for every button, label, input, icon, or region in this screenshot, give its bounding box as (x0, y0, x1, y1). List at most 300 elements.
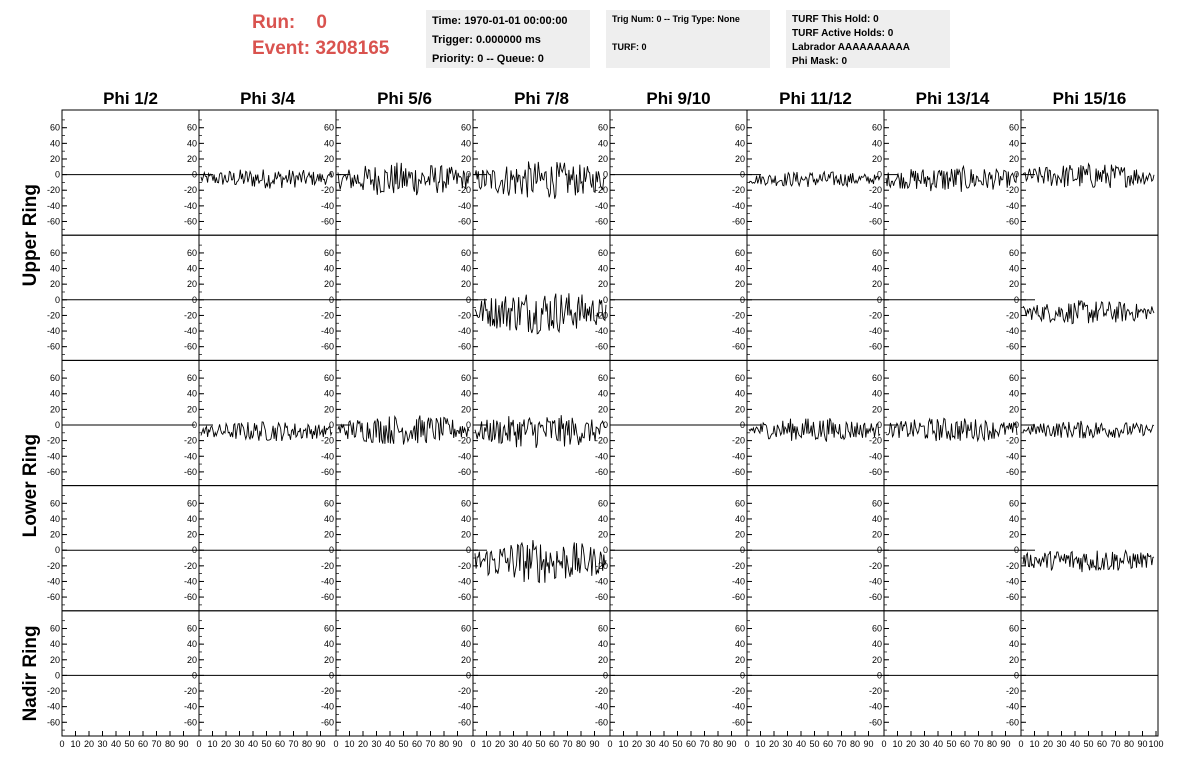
x-tick-label: 90 (1000, 739, 1011, 749)
y-tick-label: -60 (183, 717, 197, 728)
y-tick-label: -40 (731, 576, 745, 587)
y-tick-label: 60 (323, 373, 334, 384)
y-tick-label: 60 (49, 122, 60, 133)
y-tick-label: 20 (1008, 404, 1019, 415)
y-tick-label: 0 (1013, 169, 1019, 180)
x-tick-label: 100 (1148, 739, 1164, 749)
y-tick-label: -20 (183, 686, 197, 697)
y-tick-label: 0 (876, 670, 882, 681)
waveform-trace (1023, 300, 1154, 323)
phi-column-label: Phi 7/8 (514, 89, 569, 108)
x-tick-label: 30 (782, 739, 793, 749)
y-tick-label: -20 (183, 435, 197, 446)
y-tick-label: 0 (465, 545, 471, 556)
y-tick-label: 60 (734, 373, 745, 384)
y-tick-label: -40 (320, 326, 334, 337)
y-tick-label: -60 (46, 592, 60, 603)
y-tick-label: -20 (868, 310, 882, 321)
y-tick-label: 60 (460, 623, 471, 634)
y-tick-label: 0 (465, 294, 471, 305)
y-tick-label: 20 (597, 654, 608, 665)
turf-info-box (786, 10, 950, 68)
y-tick-label: 20 (323, 529, 334, 540)
y-tick-label: 20 (323, 404, 334, 415)
waveform-panel[interactable] (884, 611, 1021, 736)
y-tick-label: -60 (731, 466, 745, 477)
y-tick-label: -20 (1005, 310, 1019, 321)
y-tick-label: 60 (597, 373, 608, 384)
y-tick-label: 20 (871, 654, 882, 665)
x-tick-label: 30 (508, 739, 519, 749)
x-tick-label: 50 (261, 739, 272, 749)
waveform-panel[interactable] (610, 486, 747, 611)
y-tick-label: 20 (49, 153, 60, 164)
labrador-text: Labrador AAAAAAAAAA (792, 42, 910, 53)
y-tick-label: 40 (597, 263, 608, 274)
x-tick-label: 60 (274, 739, 286, 749)
y-tick-label: 40 (597, 138, 608, 149)
waveform-panel[interactable] (62, 360, 199, 485)
y-tick-label: 20 (49, 654, 60, 665)
x-tick-label: 50 (672, 739, 683, 749)
y-tick-label: -40 (46, 576, 60, 587)
x-tick-label: 30 (645, 739, 656, 749)
x-tick-label: 20 (220, 739, 232, 749)
x-tick-label: 40 (247, 739, 259, 749)
y-tick-label: -40 (183, 576, 197, 587)
x-tick-label: 60 (959, 739, 971, 749)
x-tick-label: 0 (881, 739, 887, 749)
waveform-panel[interactable] (747, 611, 884, 736)
y-tick-label: 40 (1008, 639, 1019, 650)
y-tick-label: -20 (183, 185, 197, 196)
run-event-box (252, 10, 420, 66)
y-tick-label: -20 (594, 435, 608, 446)
waveform-panel[interactable] (199, 110, 336, 235)
y-tick-label: 40 (186, 263, 197, 274)
y-tick-label: -40 (46, 451, 60, 462)
x-tick-label: 80 (712, 739, 724, 749)
y-tick-label: -40 (1005, 200, 1019, 211)
y-tick-label: 0 (739, 670, 745, 681)
x-tick-label: 40 (521, 739, 533, 749)
y-tick-label: -20 (457, 435, 471, 446)
y-tick-label: -60 (868, 592, 882, 603)
y-tick-label: -60 (731, 592, 745, 603)
y-tick-label: 20 (871, 153, 882, 164)
x-tick-label: 10 (70, 739, 81, 749)
x-tick-label: 80 (575, 739, 587, 749)
x-tick-label: 10 (755, 739, 766, 749)
waveform-panel[interactable] (62, 110, 199, 235)
waveform-trace (475, 162, 606, 199)
y-tick-label: -20 (320, 185, 334, 196)
y-tick-label: -40 (1005, 576, 1019, 587)
y-tick-label: -20 (731, 310, 745, 321)
y-tick-label: -60 (320, 592, 334, 603)
turf-this-hold-text: TURF This Hold: 0 (792, 14, 879, 25)
y-tick-label: -60 (868, 717, 882, 728)
waveform-panel[interactable] (1021, 611, 1158, 736)
y-tick-label: 20 (460, 654, 471, 665)
y-tick-label: -20 (457, 310, 471, 321)
y-tick-label: 20 (49, 279, 60, 290)
x-tick-label: 20 (83, 739, 95, 749)
x-tick-label: 90 (1137, 739, 1148, 749)
waveform-panel[interactable] (473, 235, 610, 360)
x-tick-label: 40 (658, 739, 670, 749)
y-tick-label: -20 (1005, 686, 1019, 697)
y-tick-label: -20 (731, 686, 745, 697)
y-tick-label: 20 (49, 404, 60, 415)
y-tick-label: 40 (460, 639, 471, 650)
y-tick-label: -60 (183, 216, 197, 227)
y-tick-label: 40 (734, 138, 745, 149)
y-tick-label: -20 (457, 686, 471, 697)
x-tick-label: 80 (301, 739, 313, 749)
y-tick-label: -40 (868, 451, 882, 462)
x-tick-label: 50 (398, 739, 409, 749)
y-tick-label: -40 (320, 701, 334, 712)
y-tick-label: 40 (186, 138, 197, 149)
y-tick-label: -20 (594, 686, 608, 697)
y-tick-label: 60 (49, 247, 60, 258)
x-tick-label: 30 (234, 739, 245, 749)
phi-column-label: Phi 13/14 (915, 89, 990, 108)
y-tick-label: -20 (868, 435, 882, 446)
trigger-text: Trigger: 0.000000 ms (432, 34, 541, 46)
x-tick-label: 60 (685, 739, 697, 749)
x-tick-label: 40 (384, 739, 396, 749)
y-tick-label: -40 (594, 451, 608, 462)
y-tick-label: -40 (594, 200, 608, 211)
y-tick-label: 20 (597, 529, 608, 540)
y-tick-label: -60 (868, 216, 882, 227)
y-tick-label: -60 (46, 717, 60, 728)
waveform-panel[interactable] (1021, 486, 1158, 611)
y-tick-label: -20 (46, 686, 60, 697)
ring-label: Nadir Ring (20, 625, 41, 722)
x-tick-label: 0 (744, 739, 750, 749)
y-tick-label: -40 (868, 200, 882, 211)
y-tick-label: 0 (739, 420, 745, 430)
x-tick-label: 0 (196, 739, 202, 749)
phi-column-label: Phi 9/10 (646, 89, 711, 108)
y-tick-label: -40 (457, 576, 471, 587)
y-tick-label: 40 (1008, 138, 1019, 149)
waveform-panel[interactable] (336, 486, 473, 611)
phi-column-label: Phi 11/12 (779, 89, 852, 108)
waveform-panel[interactable] (62, 611, 199, 736)
x-tick-label: 90 (863, 739, 874, 749)
y-tick-label: -20 (868, 560, 882, 571)
y-tick-label: 0 (328, 670, 334, 681)
y-tick-label: 40 (460, 388, 471, 399)
waveform-panel[interactable] (336, 235, 473, 360)
x-tick-label: 20 (905, 739, 917, 749)
y-tick-label: -20 (46, 310, 60, 321)
waveform-panel[interactable] (473, 486, 610, 611)
waveform-panel[interactable] (473, 611, 610, 736)
y-tick-label: 60 (871, 373, 882, 384)
y-tick-label: -40 (457, 451, 471, 462)
y-tick-label: -40 (594, 576, 608, 587)
y-tick-label: 20 (186, 279, 197, 290)
y-tick-label: 0 (54, 169, 60, 180)
y-tick-label: 40 (1008, 513, 1019, 524)
y-tick-label: -40 (731, 451, 745, 462)
waveform-panel[interactable] (610, 611, 747, 736)
waveform-panel[interactable] (1021, 110, 1158, 235)
y-tick-label: 20 (597, 153, 608, 164)
waveform-trace (201, 170, 332, 189)
y-tick-label: 20 (597, 279, 608, 290)
y-tick-label: 60 (460, 247, 471, 258)
x-tick-label: 90 (589, 739, 600, 749)
y-tick-label: 60 (323, 498, 334, 509)
y-tick-label: -60 (183, 592, 197, 603)
y-tick-label: 40 (49, 263, 60, 274)
waveform-panel[interactable] (884, 486, 1021, 611)
x-tick-label: 90 (315, 739, 326, 749)
y-tick-label: 20 (460, 153, 471, 164)
waveform-panel[interactable] (1021, 235, 1158, 360)
y-tick-label: 40 (734, 639, 745, 650)
waveform-panel[interactable] (747, 110, 884, 235)
event-line (252, 36, 420, 62)
y-tick-label: 40 (597, 639, 608, 650)
y-tick-label: 60 (1008, 498, 1019, 509)
y-tick-label: -40 (320, 451, 334, 462)
y-tick-label: 0 (1013, 294, 1019, 305)
y-tick-label: 0 (876, 169, 882, 180)
waveform-panel[interactable] (884, 235, 1021, 360)
x-tick-label: 80 (164, 739, 176, 749)
priority-text: Priority: 0 -- Queue: 0 (432, 53, 544, 65)
waveform-trace (338, 163, 469, 195)
y-tick-label: -20 (320, 686, 334, 697)
y-tick-label: -60 (594, 341, 608, 352)
y-tick-label: -40 (46, 701, 60, 712)
trig-num-text: Trig Num: 0 -- Trig Type: None (612, 14, 740, 24)
waveform-trace (475, 293, 608, 337)
y-tick-label: -60 (457, 592, 471, 603)
y-tick-label: -60 (731, 216, 745, 227)
waveform-panel[interactable] (747, 235, 884, 360)
y-tick-label: -20 (183, 310, 197, 321)
x-tick-label: 70 (973, 739, 984, 749)
y-tick-label: -20 (594, 310, 608, 321)
waveform-panel[interactable] (199, 235, 336, 360)
x-tick-label: 60 (411, 739, 423, 749)
x-tick-label: 80 (986, 739, 998, 749)
waveform-trace (475, 415, 606, 448)
waveform-panel[interactable] (62, 486, 199, 611)
y-tick-label: -60 (731, 341, 745, 352)
y-tick-label: 40 (597, 513, 608, 524)
y-tick-label: 60 (597, 247, 608, 258)
y-tick-label: -60 (457, 466, 471, 477)
waveform-panel[interactable] (199, 611, 336, 736)
y-tick-label: -60 (868, 341, 882, 352)
run-line (252, 10, 420, 36)
y-tick-label: -20 (868, 185, 882, 196)
y-tick-label: -40 (594, 701, 608, 712)
x-tick-label: 30 (919, 739, 930, 749)
y-tick-label: 0 (54, 420, 60, 430)
y-tick-label: 0 (1013, 670, 1019, 681)
y-tick-label: 0 (191, 545, 197, 556)
y-tick-label: -20 (46, 435, 60, 446)
waveform-panel[interactable] (610, 235, 747, 360)
y-tick-label: -20 (731, 185, 745, 196)
y-tick-label: 60 (871, 623, 882, 634)
x-tick-label: 10 (207, 739, 218, 749)
y-tick-label: 60 (1008, 247, 1019, 258)
x-tick-label: 10 (344, 739, 355, 749)
y-tick-label: 40 (460, 263, 471, 274)
x-tick-label: 70 (1110, 739, 1121, 749)
y-tick-label: 0 (739, 545, 745, 556)
y-tick-label: -60 (594, 216, 608, 227)
waveform-panel[interactable] (199, 486, 336, 611)
y-tick-label: -20 (320, 435, 334, 446)
waveform-panel[interactable] (884, 110, 1021, 235)
y-tick-label: 40 (734, 263, 745, 274)
y-tick-label: 40 (323, 388, 334, 399)
y-tick-label: -40 (868, 576, 882, 587)
y-tick-label: -60 (594, 717, 608, 728)
y-tick-label: 20 (734, 153, 745, 164)
y-tick-label: 20 (460, 279, 471, 290)
y-tick-label: 0 (876, 420, 882, 430)
y-tick-label: 20 (734, 279, 745, 290)
y-tick-label: -60 (594, 466, 608, 477)
y-tick-label: -40 (594, 326, 608, 337)
x-tick-label: 20 (357, 739, 369, 749)
y-tick-label: -60 (457, 341, 471, 352)
y-tick-label: 0 (876, 545, 882, 556)
x-tick-label: 20 (631, 739, 643, 749)
waveform-panel[interactable] (610, 360, 747, 485)
y-tick-label: 60 (871, 247, 882, 258)
y-tick-label: -60 (457, 717, 471, 728)
y-tick-label: -60 (1005, 717, 1019, 728)
y-tick-label: 40 (49, 513, 60, 524)
x-tick-label: 50 (946, 739, 957, 749)
waveform-trace (338, 416, 469, 445)
waveform-panel[interactable] (1021, 360, 1158, 485)
ring-label: Upper Ring (20, 184, 41, 287)
y-tick-label: 40 (49, 138, 60, 149)
waveform-trace (749, 169, 882, 187)
waveform-panel[interactable] (610, 110, 747, 235)
y-tick-label: 40 (871, 138, 882, 149)
y-tick-label: 60 (1008, 623, 1019, 634)
y-tick-label: 60 (186, 247, 197, 258)
x-tick-label: 40 (1069, 739, 1081, 749)
y-tick-label: 60 (597, 498, 608, 509)
y-tick-label: 60 (871, 122, 882, 133)
waveform-trace (1023, 421, 1154, 438)
y-tick-label: -40 (868, 701, 882, 712)
y-tick-label: 60 (734, 247, 745, 258)
y-tick-label: 0 (54, 545, 60, 556)
y-tick-label: 40 (49, 639, 60, 650)
y-tick-label: 20 (734, 404, 745, 415)
y-tick-label: 20 (49, 529, 60, 540)
y-tick-label: 40 (323, 138, 334, 149)
y-tick-label: -20 (457, 185, 471, 196)
waveform-panel[interactable] (747, 360, 884, 485)
y-tick-label: 20 (871, 529, 882, 540)
y-tick-label: 0 (191, 294, 197, 305)
y-tick-label: 0 (54, 294, 60, 305)
y-tick-label: 20 (1008, 529, 1019, 540)
y-tick-label: 20 (734, 654, 745, 665)
y-tick-label: -40 (1005, 701, 1019, 712)
y-tick-label: -40 (46, 200, 60, 211)
y-tick-label: -40 (1005, 451, 1019, 462)
y-tick-label: 60 (597, 122, 608, 133)
ring-label: Lower Ring (20, 433, 41, 538)
phi-column-label: Phi 15/16 (1052, 89, 1127, 108)
y-tick-label: 40 (323, 639, 334, 650)
y-tick-label: 20 (323, 654, 334, 665)
turf-text: TURF: 0 (612, 42, 647, 52)
y-tick-label: 0 (465, 169, 471, 180)
y-tick-label: 0 (602, 294, 608, 305)
x-tick-label: 80 (438, 739, 450, 749)
y-tick-label: 40 (49, 388, 60, 399)
waveform-panel[interactable] (884, 360, 1021, 485)
waveform-panel[interactable] (747, 486, 884, 611)
waveform-trace (1023, 164, 1154, 188)
y-tick-label: -40 (731, 701, 745, 712)
y-tick-label: -20 (320, 310, 334, 321)
y-tick-label: -40 (457, 326, 471, 337)
y-tick-label: -40 (868, 326, 882, 337)
x-tick-label: 60 (1096, 739, 1108, 749)
y-tick-label: 60 (323, 122, 334, 133)
y-tick-label: 20 (186, 654, 197, 665)
y-tick-label: -60 (731, 717, 745, 728)
x-tick-label: 90 (178, 739, 189, 749)
waveform-trace (886, 418, 1017, 441)
y-tick-label: -40 (183, 701, 197, 712)
waveform-panel[interactable] (336, 611, 473, 736)
y-tick-label: 40 (460, 513, 471, 524)
x-tick-label: 40 (110, 739, 122, 749)
y-tick-label: 60 (323, 247, 334, 258)
y-tick-label: -60 (183, 341, 197, 352)
y-tick-label: 60 (49, 373, 60, 384)
y-tick-label: -60 (1005, 216, 1019, 227)
x-tick-label: 70 (562, 739, 573, 749)
waveform-trace (475, 540, 606, 583)
y-tick-label: 40 (186, 388, 197, 399)
y-tick-label: -60 (1005, 341, 1019, 352)
x-tick-label: 60 (548, 739, 560, 749)
waveform-panel[interactable] (199, 360, 336, 485)
event-label: Event: (252, 38, 311, 59)
y-tick-label: 40 (734, 388, 745, 399)
y-tick-label: 20 (871, 279, 882, 290)
y-tick-label: -60 (457, 216, 471, 227)
y-tick-label: 20 (734, 529, 745, 540)
x-tick-label: 80 (849, 739, 861, 749)
waveform-panel[interactable] (62, 235, 199, 360)
